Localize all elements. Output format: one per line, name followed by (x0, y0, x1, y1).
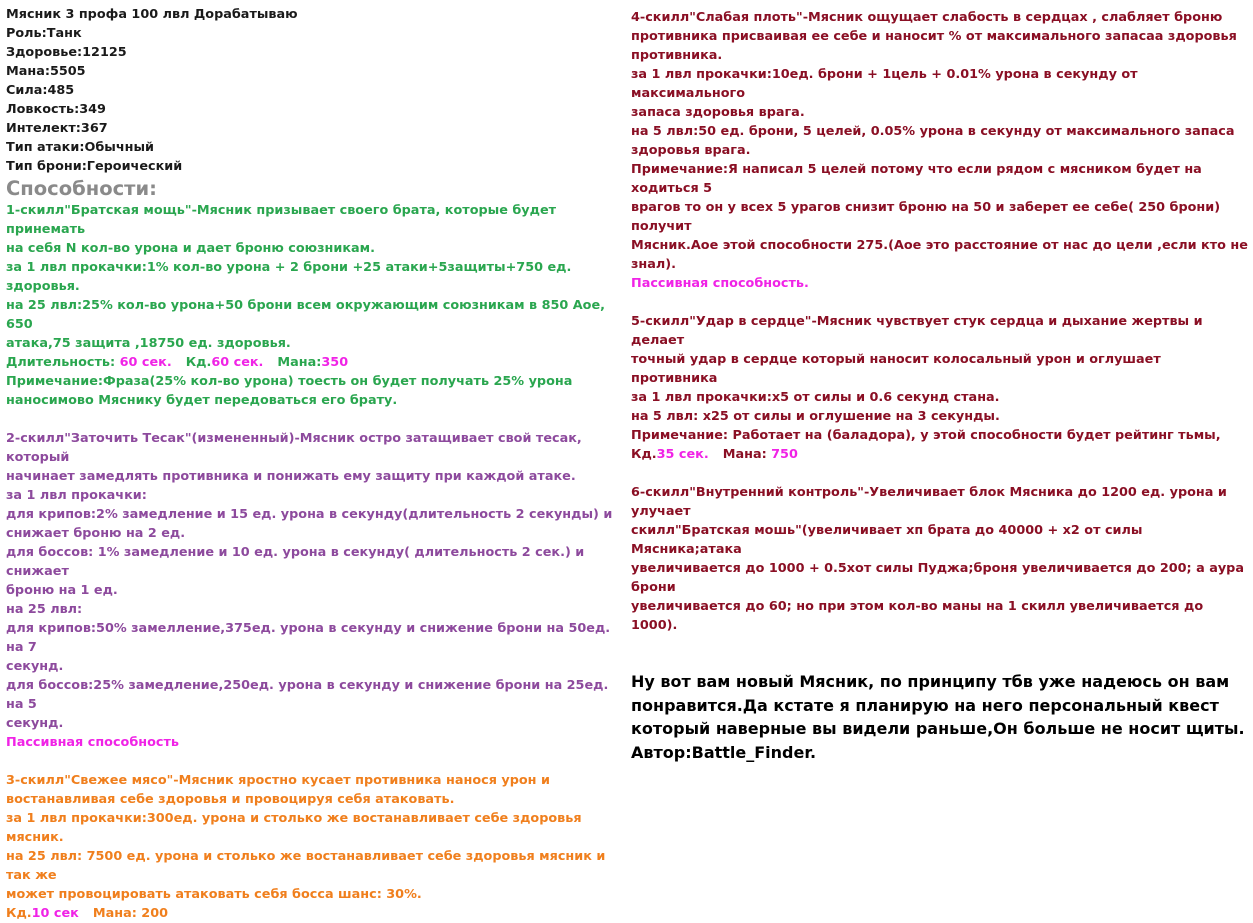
skill5-mana-label: Мана: (722, 447, 772, 462)
skill1-note: Примечание:Фраза(25% кол-во урона) тоесть он будет получать 25% урона (6, 374, 573, 389)
skill4-line: Мясник.Аое этой способности 275.(Аое это расстояние от нас до цели ,если кто не (631, 238, 1248, 253)
skill5-line: 5-скилл"Удар в сердце"-Мясник чувствует стук сердца и дыхание жертвы и делает (631, 314, 1203, 348)
skill3-cd-label: Кд. (6, 906, 32, 921)
skill3-line: может провоцировать атаковать себя босса шанс: 30%. (6, 887, 422, 902)
skill2-line: снижает броню на 2 ед. (6, 526, 186, 541)
skill2-passive: Пассивная способность (6, 735, 179, 750)
skill5-line: Примечание: Работает на (баладора), у этой способности будет рейтинг тьмы, (631, 428, 1221, 443)
skill1-cd-label: Кд. (185, 355, 212, 370)
skill3-line: на 25 лвл: 7500 ед. урона и столько же востанавливает себе здоровья мясник и так же (6, 849, 606, 883)
skill4-line: противника. (631, 48, 723, 63)
skill5-cd-value: 35 сек. (656, 447, 709, 462)
skill-5 (631, 312, 1251, 464)
skill1-cd-value: 60 сек. (211, 355, 264, 370)
skill1-line: на себя N кол-во урона и дает броню союзникам. (6, 241, 375, 256)
skill5-line: точный удар в сердце который наносит колосальный урон и оглушает противника (631, 352, 1161, 386)
skill2-line: на 25 лвл: (6, 602, 83, 617)
closing-line: который наверные вы видели раньше,Он больше не носит щиты. (631, 719, 1245, 738)
skill2-line: броню на 1 ед. (6, 583, 118, 598)
stat-health: Здоровье:12125 (6, 45, 127, 60)
skill4-line: за 1 лвл прокачки:10ед. брони + 1цель + 0.01% урона в секунду от максимального (631, 67, 1138, 101)
skill1-mana-value: 350 (321, 355, 349, 370)
skill1-line: за 1 лвл прокачки:1% кол-во урона + 2 брони +25 атаки+5защиты+750 ед. здоровья. (6, 260, 572, 294)
skill2-line: секунд. (6, 716, 64, 731)
skill1-line: на 25 лвл:25% кол-во урона+50 брони всем окружающим союзникам в 850 Аое, 650 (6, 298, 606, 332)
stat-attack-type: Тип атаки:Обычный (6, 140, 155, 155)
skill3-line: востанавливая себе здоровья и провоцируя себя атаковать. (6, 792, 455, 807)
skill-1 (6, 201, 626, 410)
skill3-params (6, 904, 626, 923)
stat-intellect: Интелект:367 (6, 121, 108, 136)
stat-armor-type: Тип брони:Героический (6, 159, 183, 174)
skill4-line: запаса здоровья врага. (631, 105, 805, 120)
skill2-line: для крипов:50% замелление,375ед. урона в секунду и снижение брони на 50ед. на 7 (6, 621, 611, 655)
skill3-mana: Мана: 200 (92, 906, 169, 921)
skill2-line: для боссов: 1% замедление и 10 ед. урона в секунду( длительность 2 сек.) и снижает (6, 545, 585, 579)
skill1-line: 1-скилл"Братская мощь"-Мясник призывает своего брата, которые будет принемать (6, 203, 557, 237)
skill4-line: на 5 лвл:50 ед. брони, 5 целей, 0.05% урона в секунду от максимального запаса (631, 124, 1235, 139)
stats-block (6, 5, 626, 176)
skill-3 (6, 771, 626, 923)
skill3-cd-value: 10 сек (31, 906, 79, 921)
skill2-line: начинает замедлять противника и понижать ему защиту при каждой атаке. (6, 469, 576, 484)
skill1-params (6, 353, 626, 372)
skill-2 (6, 429, 626, 752)
skill4-line: знал). (631, 257, 676, 272)
skill6-line: увеличивается до 60; но при этом кол-во маны на 1 скилл увеличивается до 1000). (631, 599, 1204, 633)
skill1-duration-value: 60 сек. (119, 355, 172, 370)
skill2-line: секунд. (6, 659, 64, 674)
skill3-line: 3-скилл"Свежее мясо"-Мясник яростно кусает противника нанося урон и (6, 773, 550, 788)
skill2-line: для боссов:25% замедление,250ед. урона в секунду и снижение брони на 25ед. на 5 (6, 678, 609, 712)
skill4-line: врагов то он у всех 5 урагов снизит броню на 50 и заберет ее себе( 250 брони) получит (631, 200, 1221, 234)
skill1-mana-label: Мана: (277, 355, 322, 370)
skill4-passive: Пассивная способность. (631, 276, 809, 291)
skill1-line: атака,75 защита ,18750 ед. здоровья. (6, 336, 291, 351)
skill6-line: увеличивается до 1000 + 0.5хот силы Пуджа;броня увеличивается до 200; а аура брони (631, 561, 1244, 595)
skill5-line: за 1 лвл прокачки:х5 от силы и 0.6 секунд стана. (631, 390, 1000, 405)
build-title: Мясник 3 профа 100 лвл Дорабатываю (6, 7, 298, 22)
author-line: Автор:Battle_Finder. (631, 742, 817, 762)
skill3-line: за 1 лвл прокачки:300ед. урона и столько же востанавливает себе здоровья мясник. (6, 811, 582, 845)
stat-mana: Мана:5505 (6, 64, 86, 79)
closing-message (631, 670, 1251, 764)
abilities-heading: Способности: (6, 177, 157, 200)
skill1-note: наносимово Мяснику будет передоваться его брату. (6, 393, 398, 408)
skill-4 (631, 8, 1251, 293)
left-column (6, 5, 626, 923)
skill5-line: на 5 лвл: х25 от силы и оглушение на 3 секунды. (631, 409, 1000, 424)
skill2-line: 2-скилл"Заточить Тесак"(измененный)-Мясник остро затащивает свой тесак, который (6, 431, 582, 465)
skill5-params (631, 445, 1251, 464)
stat-strength: Сила:485 (6, 83, 75, 98)
skill4-line: противника присваивая ее себе и наносит % от максимального запасаа здоровья (631, 29, 1237, 44)
skill1-duration-label: Длительность: (6, 355, 120, 370)
stat-role: Роль:Танк (6, 26, 82, 41)
skill-6 (631, 483, 1251, 635)
skill5-cd-label: Кд. (631, 447, 657, 462)
skill2-line: за 1 лвл прокачки: (6, 488, 147, 503)
skill4-line: 4-скилл"Слабая плоть"-Мясник ощущает слабость в сердцах , слабляет броню (631, 10, 1223, 25)
skill4-line: здоровья врага. (631, 143, 751, 158)
skill4-line: Примечание:Я написал 5 целей потому что если рядом с мясником будет на ходиться 5 (631, 162, 1202, 196)
skill6-line: 6-скилл"Внутренний контроль"-Увеличивает блок Мясника до 1200 ед. урона и улучает (631, 485, 1227, 519)
stat-agility: Ловкость:349 (6, 102, 106, 117)
skill5-mana-value: 750 (771, 447, 798, 462)
skill2-line: для крипов:2% замедление и 15 ед. урона в секунду(длительность 2 секунды) и (6, 507, 613, 522)
closing-line: понравится.Да кстате я планирую на него персональный квест (631, 695, 1219, 715)
closing-line: Ну вот вам новый Мясник, по принципу тбв уже надеюсь он вам (631, 672, 1230, 691)
skill6-line: скилл"Братская мошь"(увеличивает хп брата до 40000 + х2 от силы Мясника;атака (631, 523, 1143, 557)
right-column (631, 8, 1251, 764)
